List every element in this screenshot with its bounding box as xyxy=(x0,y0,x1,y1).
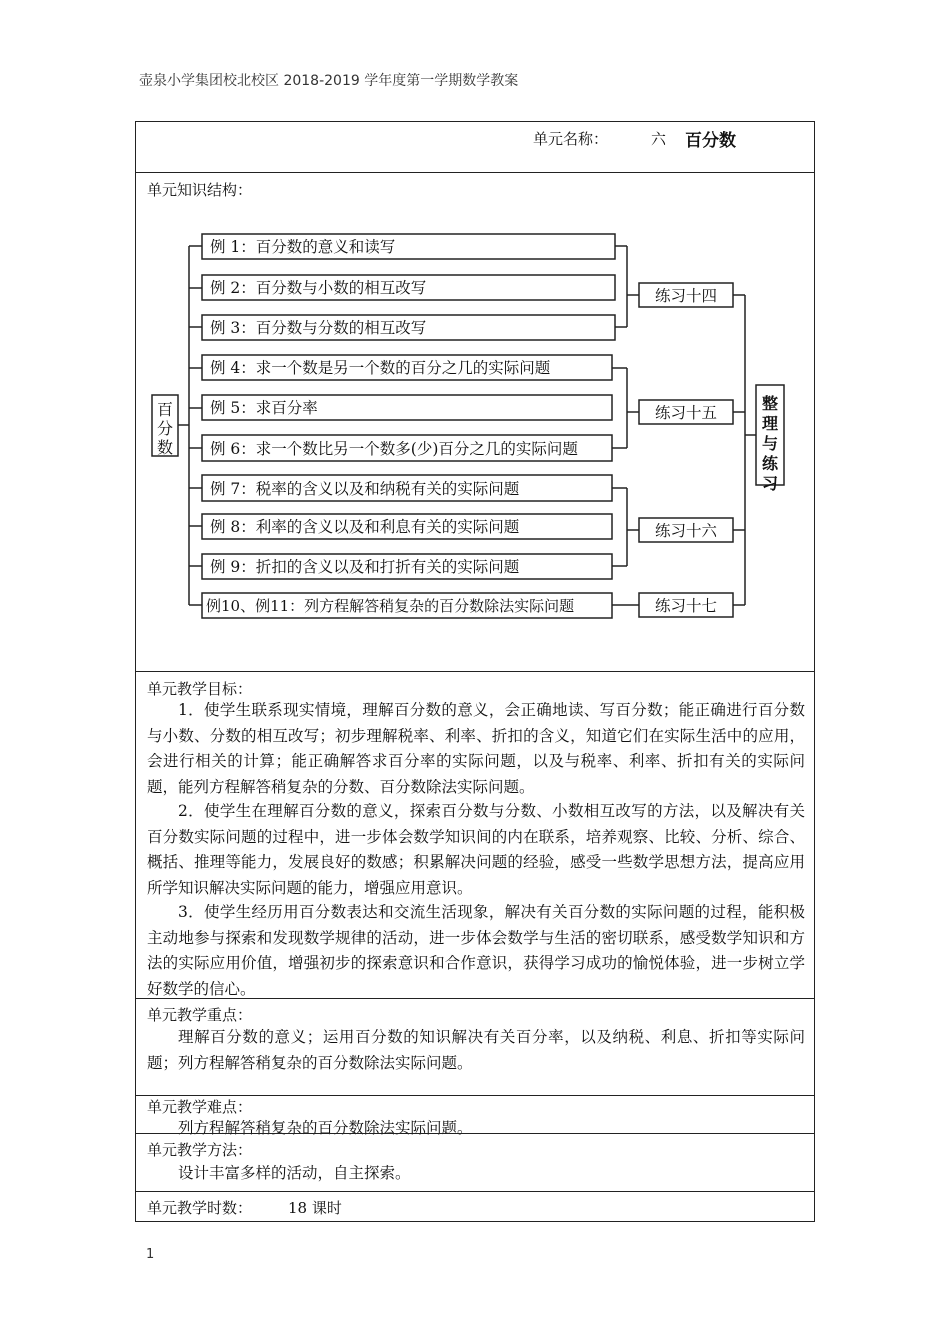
document-header: 壶泉小学集团校北校区 2018-2019 学年度第一学期数学教案 xyxy=(139,73,519,89)
example-label: 例 3：百分数与分数的相互改写 xyxy=(210,319,427,337)
unit-name-row xyxy=(136,122,814,172)
exercise-label: 练习十七 xyxy=(654,597,718,615)
hours-label: 单元教学时数： xyxy=(147,1199,253,1217)
example-label: 例10、例11：列方程解答稍复杂的百分数除法实际问题 xyxy=(206,597,575,615)
example-label: 例 7：税率的含义以及和纳税有关的实际问题 xyxy=(210,480,520,498)
key-points-row xyxy=(136,998,814,1096)
exercise-label: 练习十五 xyxy=(654,404,718,422)
difficulties-text: 列方程解答稍复杂的百分数除法实际问题。 xyxy=(178,1119,473,1137)
methods-row xyxy=(136,1133,814,1192)
example-label: 例 1：百分数的意义和读写 xyxy=(210,238,396,256)
knowledge-structure-diagram xyxy=(136,173,816,672)
exercise-label: 练习十六 xyxy=(654,522,718,540)
example-label: 例 9：折扣的含义以及和打折有关的实际问题 xyxy=(210,558,520,576)
root-char: 分 xyxy=(156,419,174,438)
root-char: 数 xyxy=(156,438,174,457)
example-label: 例 2：百分数与小数的相互改写 xyxy=(210,279,427,297)
example-label: 例 6：求一个数比另一个数多(少)百分之几的实际问题 xyxy=(210,440,578,458)
hours-row xyxy=(136,1191,814,1223)
summary-char: 理 xyxy=(761,414,779,433)
page-number: 1 xyxy=(146,1247,155,1262)
goal-item: 2．使学生在理解百分数的意义，探索百分数与分数、小数相互改写的方法，以及解决有关百分数实际问题的过程中，进一步体会数学知识间的内在联系，培养观察、比较、分析、综合、概括、推理等能力，发展良好的数感；积累解决问题的经验，感受一些数学思想方法，提高应用所学知识解决实际问题的能力，增强应用意识。 xyxy=(147,802,805,897)
summary-char: 习 xyxy=(761,474,779,493)
example-label: 例 8：利率的含义以及和利息有关的实际问题 xyxy=(210,518,520,536)
summary-char: 与 xyxy=(761,434,779,453)
example-label: 例 5：求百分率 xyxy=(210,399,318,417)
unit-number: 六 xyxy=(651,130,667,148)
methods-text: 设计丰富多样的活动，自主探索。 xyxy=(178,1164,411,1182)
unit-name-label: 单元名称： xyxy=(533,130,609,148)
knowledge-structure-row xyxy=(136,172,814,672)
summary-label xyxy=(762,394,779,493)
exercise-label: 练习十四 xyxy=(654,287,718,305)
difficulties-label: 单元教学难点： xyxy=(147,1098,253,1116)
lesson-plan-table xyxy=(135,121,815,1222)
methods-label: 单元教学方法： xyxy=(147,1141,253,1159)
hours-value: 18 课时 xyxy=(288,1199,342,1217)
difficulties-row xyxy=(136,1095,814,1137)
structure-label: 单元知识结构： xyxy=(147,181,253,199)
key-points-text: 理解百分数的意义；运用百分数的知识解决有关百分率，以及纳税、利息、折扣等实际问题；列方程解答稍复杂的百分数除法实际问题。 xyxy=(147,1028,805,1072)
goals-label: 单元教学目标： xyxy=(147,680,253,698)
summary-char: 整 xyxy=(761,394,779,413)
goal-item: 1．使学生联系现实情境，理解百分数的意义，会正确地读、写百分数；能正确进行百分数与小数、分数的相互改写；初步理解税率、利率、折扣的含义，知道它们在实际生活中的应用，会进行相关的计算；能正确解答求百分率的实际问题，以及与税率、利率、折扣有关的实际问题，能列方程解答稍复杂的分数、百分数除法实际问题。 xyxy=(147,701,805,796)
unit-title: 百分数 xyxy=(685,131,736,151)
root-char: 百 xyxy=(156,400,174,419)
teaching-goals-row xyxy=(136,671,814,999)
example-label: 例 4：求一个数是另一个数的百分之几的实际问题 xyxy=(210,359,551,377)
key-points-label: 单元教学重点： xyxy=(147,1006,253,1024)
goal-item: 3．使学生经历用百分数表达和交流生活现象，解决有关百分数的实际问题的过程，能积极主动地参与探索和发现数学规律的活动，进一步体会数学与生活的密切联系，感受数学知识和方法的实际应用价值，增强初步的探索意识和合作意识，获得学习成功的愉悦体验，进一步树立学好数学的信心。 xyxy=(147,903,805,998)
summary-char: 练 xyxy=(761,454,779,473)
